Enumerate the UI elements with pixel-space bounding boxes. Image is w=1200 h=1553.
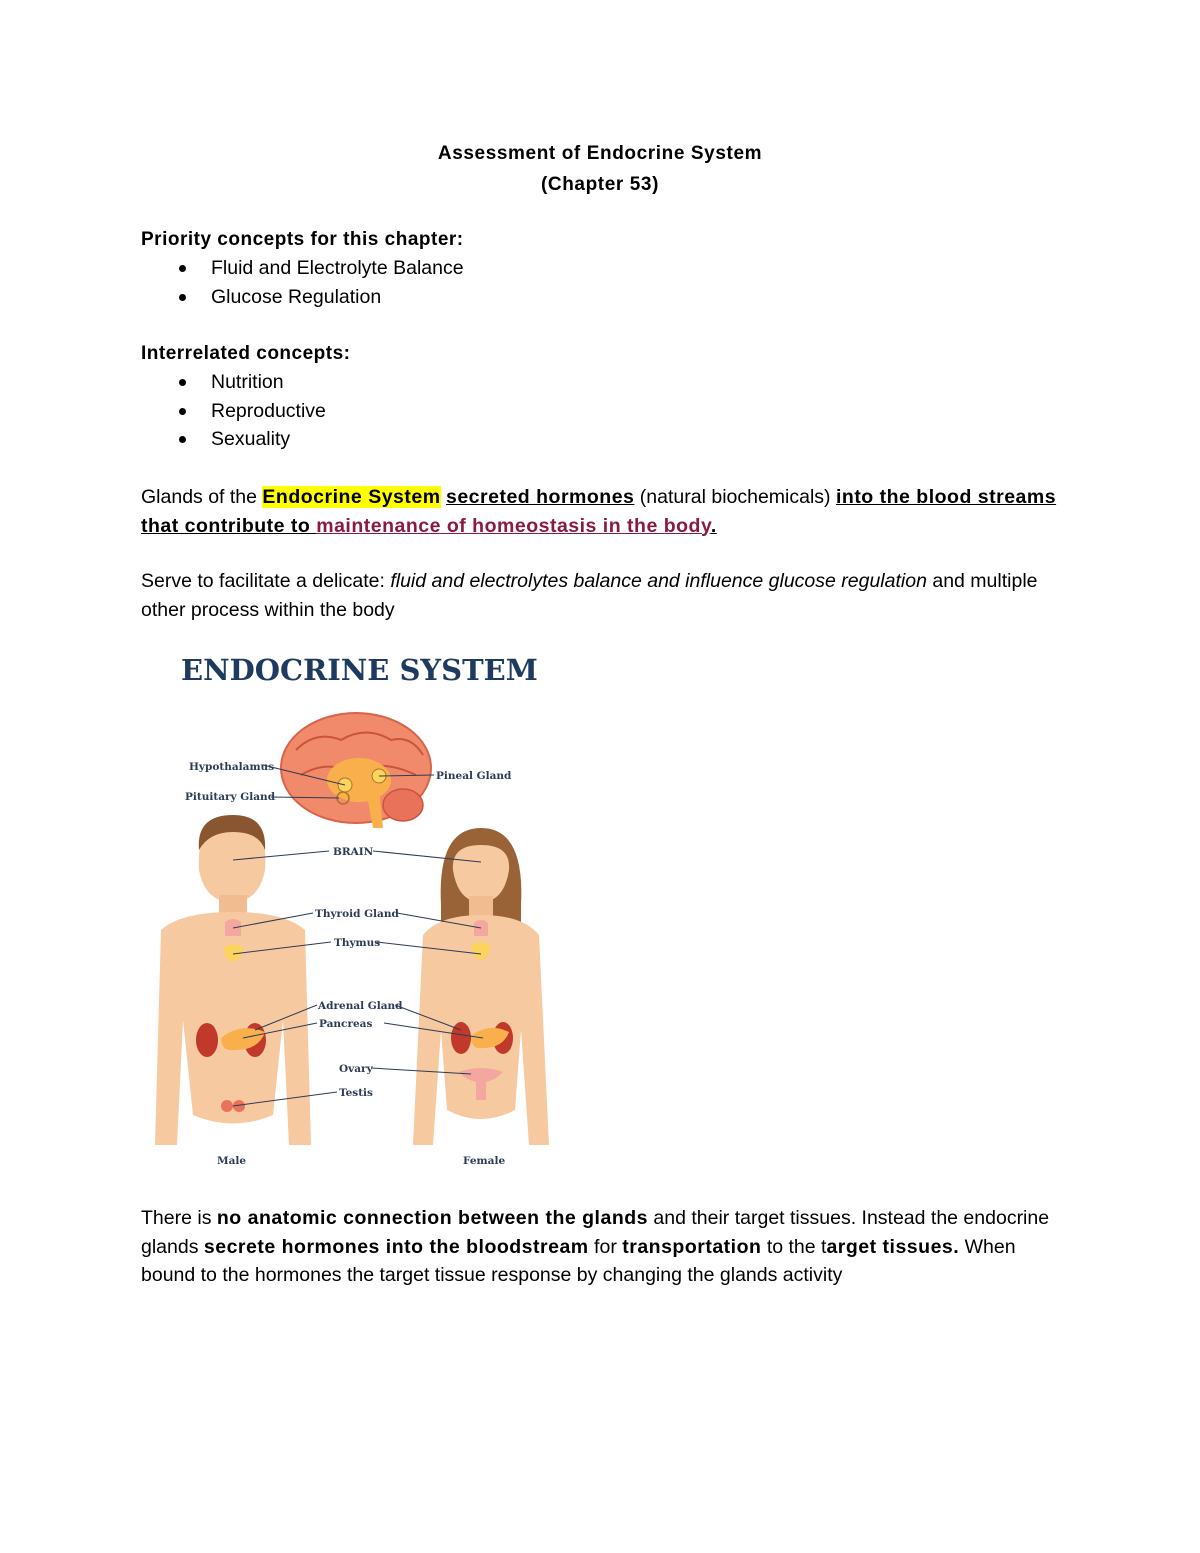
para1-period: . bbox=[710, 514, 717, 537]
female-body-illustration bbox=[413, 828, 549, 1145]
list-item: Fluid and Electrolyte Balance bbox=[141, 254, 464, 283]
label-pituitary-gland: Pituitary Gland bbox=[185, 791, 276, 803]
label-thymus: Thymus bbox=[334, 937, 381, 949]
priority-heading: Priority concepts for this chapter: bbox=[141, 229, 464, 250]
para3-text4: to the t bbox=[761, 1235, 827, 1258]
endocrine-illustration bbox=[141, 640, 581, 1180]
label-brain: BRAIN bbox=[333, 846, 374, 858]
figure-title: ENDOCRINE SYSTEM bbox=[181, 653, 538, 687]
label-testis: Testis bbox=[339, 1087, 373, 1099]
label-pineal-gland: Pineal Gland bbox=[436, 770, 512, 782]
para2-text: Serve to facilitate a delicate: bbox=[141, 570, 391, 592]
para3-text5: When bound to the hormones the target tissue response by changing the glands activity bbox=[141, 1235, 1016, 1286]
priority-list bbox=[141, 254, 464, 311]
list-item: Nutrition bbox=[141, 368, 326, 397]
para3-text2: and their target tissues. Instead the endocrine glands bbox=[141, 1207, 1050, 1258]
list-item: Sexuality bbox=[141, 425, 326, 454]
list-item: Glucose Regulation bbox=[141, 283, 464, 312]
list-item: Reproductive bbox=[141, 397, 326, 426]
label-hypothalamus: Hypothalamus bbox=[189, 761, 275, 773]
homeostasis-text: maintenance of homeostasis in the body bbox=[316, 514, 711, 537]
male-body-illustration bbox=[155, 815, 311, 1145]
para2-italic: fluid and electrolytes balance and influence glucose regulation bbox=[390, 570, 927, 592]
highlight-endocrine-system: Endocrine System bbox=[262, 486, 441, 508]
endocrine-system-figure bbox=[141, 640, 581, 1180]
document-subtitle: (Chapter 53) bbox=[540, 174, 660, 195]
interrelated-list bbox=[141, 368, 326, 454]
target-tissues-text: arget tissues. bbox=[826, 1235, 960, 1258]
label-thyroid-gland: Thyroid Gland bbox=[315, 908, 399, 920]
transportation-text: transportation bbox=[622, 1235, 762, 1258]
interrelated-heading: Interrelated concepts: bbox=[141, 343, 351, 364]
paragraph-glands bbox=[141, 483, 1071, 540]
label-female: Female bbox=[463, 1155, 506, 1167]
para2-tail: and multiple other process within the body bbox=[141, 570, 1038, 621]
no-anatomic-connection-text: no anatomic connection between the glands bbox=[216, 1207, 648, 1229]
document-title: Assessment of Endocrine System bbox=[437, 143, 763, 164]
label-adrenal-gland: Adrenal Gland bbox=[318, 1000, 403, 1012]
para3-text: There is bbox=[141, 1207, 217, 1229]
secreted-hormones-text: secreted hormones bbox=[445, 486, 635, 508]
para1-text: Glands of the bbox=[141, 486, 263, 508]
paragraph-connection bbox=[141, 1204, 1071, 1290]
into-blood-text: into the blood streams that contribute to bbox=[141, 486, 1057, 537]
label-pancreas: Pancreas bbox=[319, 1018, 373, 1030]
paragraph-serve bbox=[141, 567, 1071, 624]
secrete-hormones-text: secrete hormones into the bloodstream bbox=[203, 1235, 589, 1258]
para1-paren-text: (natural biochemicals) bbox=[634, 486, 836, 508]
label-male: Male bbox=[217, 1155, 247, 1167]
brain-illustration bbox=[281, 713, 431, 828]
para3-text3: for bbox=[588, 1235, 623, 1258]
label-ovary: Ovary bbox=[339, 1063, 373, 1075]
